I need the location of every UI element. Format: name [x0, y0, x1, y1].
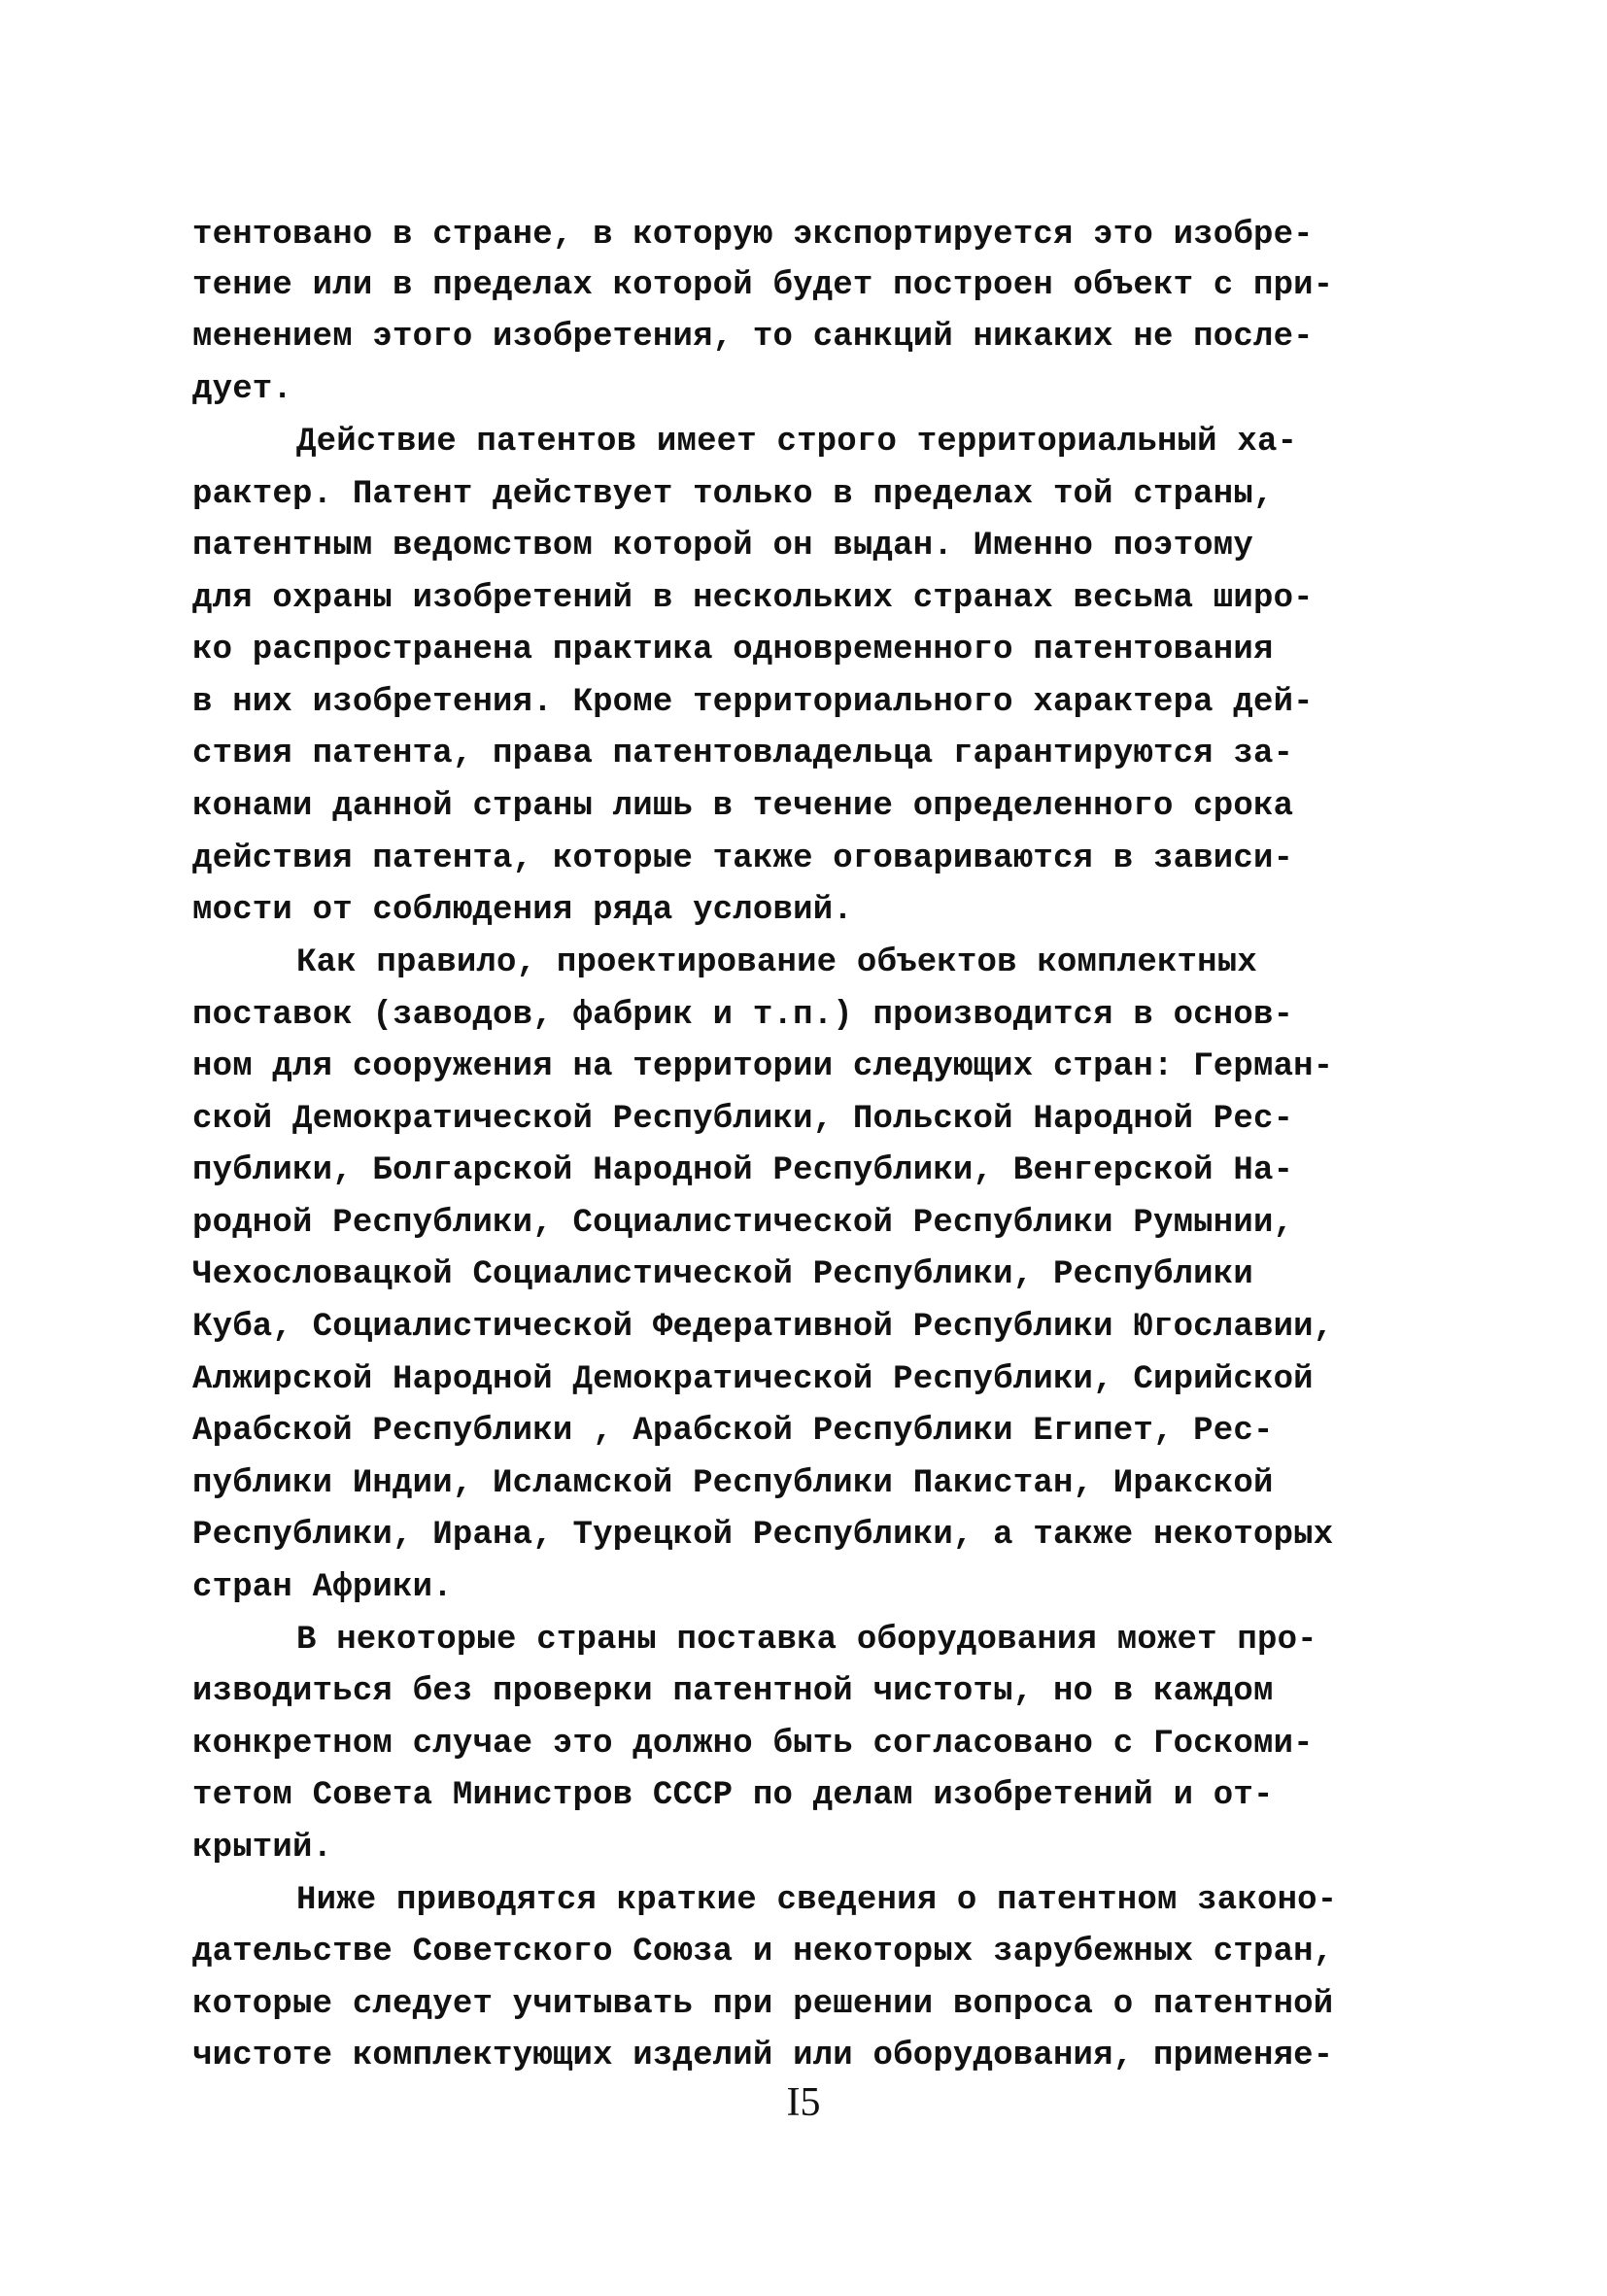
text-line: тентовано в стране, в которую экспортируется это изобре- [192, 217, 1314, 254]
text-line: дательстве Советского Союза и некоторых зарубежных стран, [192, 1934, 1334, 1970]
text-line: публики, Болгарской Народной Республики, Венгерской На- [192, 1152, 1294, 1189]
text-line: родной Республики, Социалистической Республики Румынии, [192, 1205, 1294, 1242]
text-line: которые следует учитывать при решении вопроса о патентной [192, 1986, 1334, 2023]
text-line: публики Индии, Исламской Республики Пакистан, Иракской [192, 1465, 1274, 1502]
text-line: тетом Совета Министров СССР по делам изобретений и от- [192, 1777, 1274, 1814]
text-line: рактер. Патент действует только в пределах той страны, [192, 476, 1274, 513]
paragraph-first-line: В некоторые страны поставка оборудования может про- [296, 1622, 1317, 1659]
text-line: дует. [192, 371, 293, 408]
paragraph-first-line: Действие патентов имеет строго территориальный ха- [296, 424, 1298, 461]
text-line: Чехословацкой Социалистической Республики, Республики [192, 1256, 1253, 1293]
text-line: для охраны изобретений в нескольких странах весьма широ- [192, 580, 1314, 617]
paragraph-first-line: Как правило, проектирование объектов комплектных [296, 944, 1257, 981]
text-line: конкретном случае это должно быть согласовано с Госкоми- [192, 1726, 1314, 1763]
text-line: тение или в пределах которой будет построен объект с при- [192, 267, 1334, 304]
page-number: I5 [786, 2080, 821, 2125]
text-line: патентным ведомством которой он выдан. Именно поэтому [192, 528, 1253, 565]
text-line: в них изобретения. Кроме территориального характера дей- [192, 684, 1314, 721]
text-line: стран Африки. [192, 1569, 453, 1606]
text-line: Республики, Ирана, Турецкой Республики, а также некоторых [192, 1517, 1334, 1554]
text-line: поставок (заводов, фабрик и т.п.) производится в основ- [192, 997, 1294, 1034]
text-line: конами данной страны лишь в течение определенного срока [192, 788, 1294, 825]
text-line: ствия патента, права патентовладельца гарантируются за- [192, 736, 1294, 772]
paragraph-first-line: Ниже приводятся краткие сведения о патентном законо- [296, 1882, 1338, 1919]
text-line: мости от соблюдения ряда условий. [192, 892, 853, 929]
text-line: ской Демократической Республики, Польской Народной Рес- [192, 1101, 1294, 1138]
text-line: Куба, Социалистической Федеративной Республики Югославии, [192, 1309, 1334, 1346]
text-line: крытий. [192, 1830, 333, 1867]
text-line: менением этого изобретения, то санкций никаких не после- [192, 319, 1314, 356]
text-line: ном для сооружения на территории следующих стран: Герман- [192, 1048, 1334, 1085]
text-line: Алжирской Народной Демократической Республики, Сирийской [192, 1361, 1314, 1398]
text-line: изводиться без проверки патентной чистоты, но в каждом [192, 1673, 1274, 1710]
text-line: чистоте комплектующих изделий или оборудования, применяе- [192, 2038, 1334, 2074]
text-line: ко распространена практика одновременного патентования [192, 632, 1274, 668]
text-line: Арабской Республики , Арабской Республики Египет, Рес- [192, 1413, 1274, 1450]
text-line: действия патента, которые также оговариваются в зависи- [192, 840, 1294, 877]
